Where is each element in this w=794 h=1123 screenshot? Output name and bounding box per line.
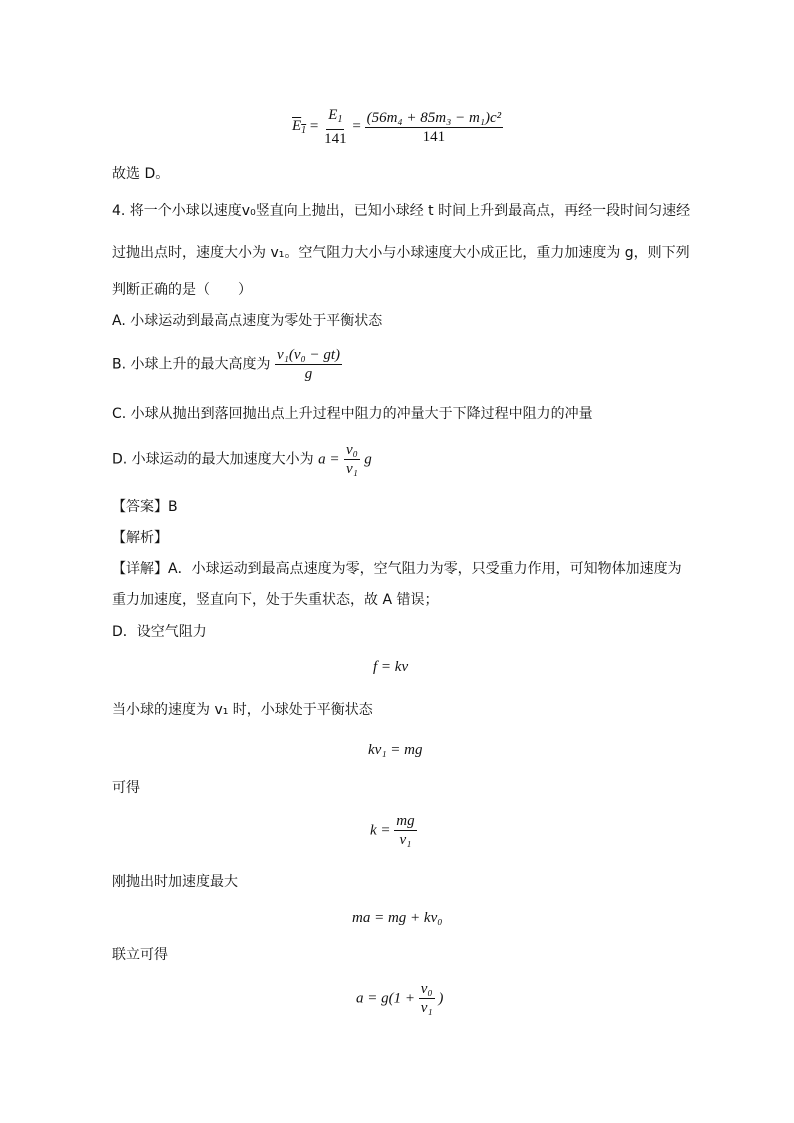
text-gang: 刚抛出时加速度最大 xyxy=(112,874,238,890)
option-a: A. 小球运动到最高点速度为零处于平衡状态 xyxy=(112,313,383,329)
fraction-e1-over-141: $\frac{E_1}{141}$ xyxy=(324,107,347,147)
formula-e1-average xyxy=(292,106,503,148)
question-4-line2: 过抛出点时，速度大小为 v₁。空气阻力大小与小球速度大小成正比，重力加速度为 g，则下列 xyxy=(112,245,690,261)
option-d xyxy=(112,441,372,478)
analysis-label: 【解析】 xyxy=(112,530,168,546)
equation-f-kv: f = kv xyxy=(373,659,409,675)
equals-sign: = xyxy=(309,118,319,135)
text-kede: 可得 xyxy=(112,780,140,796)
formula-lhs: $E_1$ xyxy=(292,118,307,137)
fraction-mass-energy: $\frac{\text{(56m₄ + 85m₃ − m₁)c²}}{141}$ xyxy=(366,109,502,145)
equation-ma: ma = mg + kv₀ xyxy=(352,910,443,926)
fraction-mg-over-v1: $\frac{mg}{\text{v₁}}$ xyxy=(396,813,415,848)
answer-label: 【答案】B xyxy=(112,499,178,515)
question-4-line3: 判断正确的是（ ） xyxy=(112,282,252,298)
detail-line1: 【详解】A．小球运动到最高点速度为零，空气阻力为零，只受重力作用，可知物体加速度为 xyxy=(112,561,682,577)
fraction-v0-over-v1: $\frac{\text{v₀}}{\text{v₁}}$ xyxy=(420,981,433,1016)
text-lianli: 联立可得 xyxy=(112,947,168,963)
equals-sign: = xyxy=(352,118,361,135)
option-b-fraction: $\frac{\text{v₁(v₀ − gt)}}{g}$ xyxy=(276,347,340,382)
option-b xyxy=(112,346,342,383)
question-4-line1: 4. 将一个小球以速度v₀竖直向上抛出，已知小球经 t 时间上升到最高点，再经一段时间匀速经 xyxy=(112,203,691,219)
equation-a: a = g(1 + $\frac{\text{v₀}}{\text{v₁}}$ ) xyxy=(356,981,444,1016)
option-c: C. 小球从抛出到落回抛出点上升过程中阻力的冲量大于下降过程中阻力的冲量 xyxy=(112,406,593,422)
equation-k: k = $\frac{mg}{\text{v₁}}$ xyxy=(370,813,415,848)
option-d-tail: g xyxy=(364,451,372,468)
option-d-fraction: $\frac{\text{v₀}}{\text{v₁}}$ xyxy=(345,442,358,477)
equation-kv1-mg: kv₁ = mg xyxy=(368,742,423,758)
text-velocity-v1: 当小球的速度为 v₁ 时，小球处于平衡状态 xyxy=(112,702,373,718)
option-d-lhs: a = xyxy=(318,451,340,468)
detail-line3: D．设空气阻力 xyxy=(112,624,207,640)
choose-d-text: 故选 D。 xyxy=(112,166,170,182)
option-b-text: B. 小球上升的最大高度为 xyxy=(112,356,271,373)
detail-line2: 重力加速度，竖直向下，处于失重状态，故 A 错误； xyxy=(112,592,439,608)
option-d-text: D. 小球运动的最大加速度大小为 xyxy=(112,451,314,468)
